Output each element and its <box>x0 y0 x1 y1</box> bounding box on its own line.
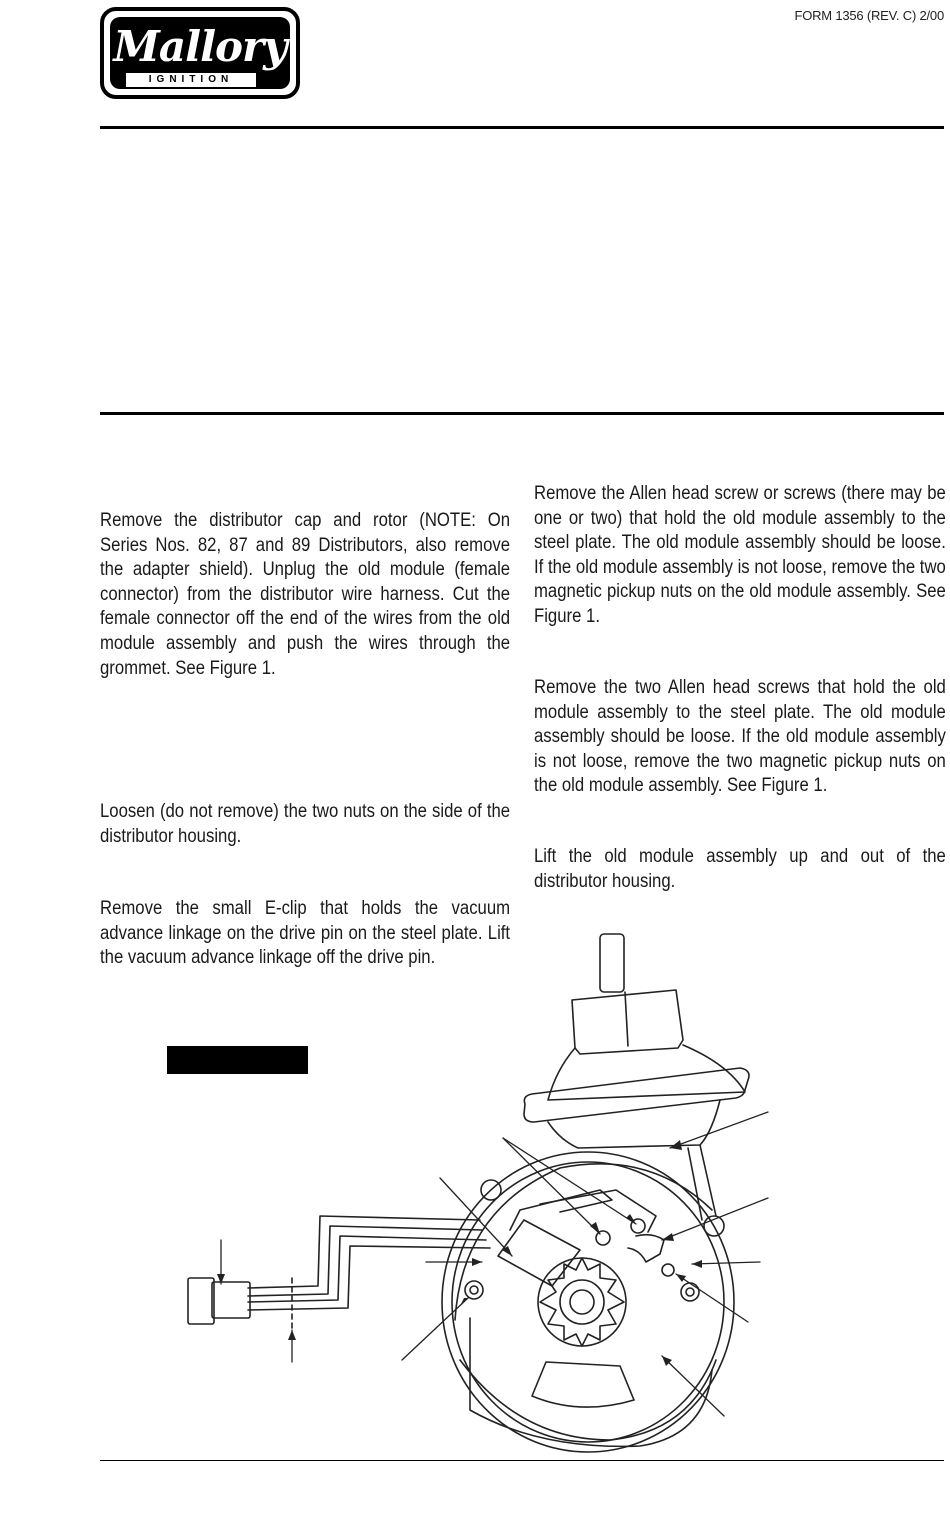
middle-rule <box>100 412 944 415</box>
logo-subtitle: IGNITION <box>126 73 256 87</box>
step-remove-two-allen-screws: Remove the two Allen head screws that hold the old module assembly to the steel plate. The old module assembly should be loose. If the old module assembly is not loose, remove the two magnetic pickup nuts on the old module assembly. See Figure 1. <box>534 677 946 797</box>
mallory-logo <box>100 7 300 99</box>
arrowheads <box>217 1140 702 1366</box>
step-loosen-nuts: Loosen (do not remove) the two nuts on the side of the distributor housing. <box>100 801 511 847</box>
top-rule <box>100 126 944 129</box>
step-remove-eclip: Remove the small E-clip that holds the vacuum advance linkage on the drive pin on the steel plate. Lift the vacuum advance linkage off the drive pin. <box>100 898 511 969</box>
distributor-housing <box>442 1152 734 1452</box>
leader-lines <box>221 1112 768 1416</box>
logo-wordmark: Mallory <box>113 22 287 71</box>
form-number: FORM 1356 (REV. C) 2/00 <box>794 8 944 23</box>
module-assembly <box>498 1190 674 1286</box>
distributor-diagram <box>0 920 950 1460</box>
step-lift-module: Lift the old module assembly up and out of the distributor housing. <box>534 846 946 892</box>
vacuum-advance-canister <box>524 934 749 1220</box>
logo-badge <box>110 17 290 89</box>
bottom-rule <box>100 1460 944 1461</box>
step-remove-allen-screws: Remove the Allen head screw or screws (there may be one or two) that hold the old module assembly to the steel plate. The old module assembly should be loose. If the old module assembly is not loose, remove the two magnetic pickup nuts on the old module assembly. See Figure 1. <box>534 483 946 627</box>
step-remove-cap: Remove the distributor cap and rotor (NOTE: On Series Nos. 82, 87 and 89 Distributors, also remove the adapter shield). Unplug the old module (female connector) from the distributor wire harness. Cut the female connector off the end of the wires from the old module assembly and push the wires through the grommet. See Figure 1. <box>100 510 511 679</box>
